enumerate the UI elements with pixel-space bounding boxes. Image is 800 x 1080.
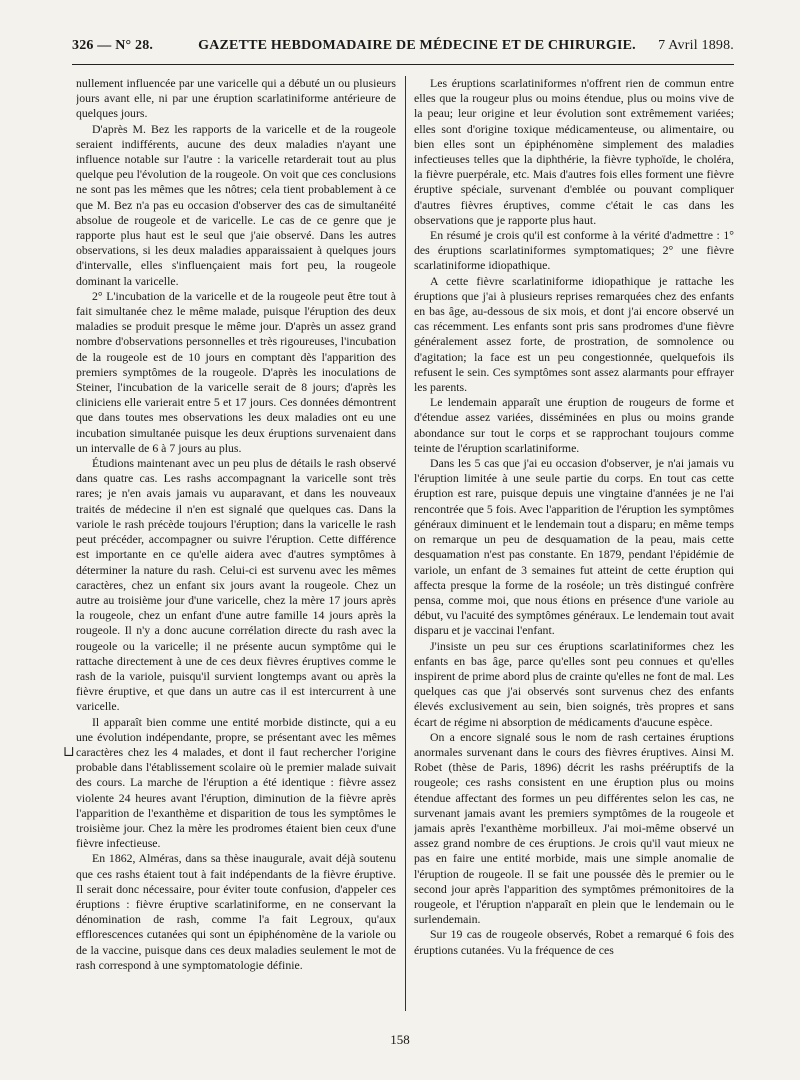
header-rule (72, 64, 734, 65)
page-number: 326 — N° 28. (72, 38, 154, 53)
paragraph: Il apparaît bien comme une entité morbide distincte, qui a eu une évolution indépendante, propre, se présentant avec les mêmes caractères chez les 4 malades, et dont il faut rechercher l'origine probable dans l'établissement scolaire où le premier malade suivait des cours. La marche de l'éruption a été identique : fièvre assez violente 24 heures avant l'éruption, diminution de la fièvre après l'apparition de l'exanthème et disparition de tous les symptômes le troisième jour. Chez la mère les prodromes étaient bien ceux d'une fièvre infectieuse. (76, 714, 396, 851)
paragraph: Étudions maintenant avec un peu plus de détails le rash observé dans quatre cas. Les rashs accompagnant la varicelle sont très rares; je n'en avais jamais vu auparavant, et dans les nouveaux traités de médecine il n'en est signalé que quelques cas. Dans la variole le rash précède toujours l'éruption; dans la varicelle le rash peut précéder, accompagner ou suivre l'éruption. Cette différence est importante en ce qu'elle aidera avec d'autres symptômes à déterminer la nature du rash. Celui-ci est survenu avec les mêmes caractères, chez un enfant six jours avant la rougeole. Chez un autre au troisième jour d'une varicelle, chez la mère 17 jours après la rougeole, chez un enfant d'une autre famille 14 jours après la rougeole. Il n'y a donc aucune corrélation directe du rash avec la rougeole ou la varicelle; il ne présente aucun symptôme qui le rattache directement à une de ces deux fièvres éruptives comme le rash de la variole, puisqu'il survient longtemps avant ou après la fièvre éruptive, et que dans un autre cas il est intercurrent à une varicelle. (76, 456, 396, 714)
column-divider (405, 76, 406, 1011)
paragraph: 2° L'incubation de la varicelle et de la rougeole peut être tout à fait simultanée chez le même malade, puisque l'éruption des deux maladies se produit presque le même jour. D'après un assez grand nombre d'observations personnelles et très rigoureuses, l'incubation de la rougeole est de 10 jours en comptant dès l'apparition des premiers symptômes de la rougeole. D'après les inoculations de Steiner, l'incubation de la varicelle serait de 8 jours; d'après les cliniciens elle varierait entre 5 et 17 jours. Ces données démontrent que dans toutes mes observations les deux maladies ont eu une incubation simultanée puisque les deux éruptions survenaient dans un intervalle de 6 à 7 jours au plus. (76, 288, 396, 455)
paragraph: J'insiste un peu sur ces éruptions scarlatiniformes chez les enfants en bas âge, parce qu'elles sont peu connues et qu'elles inspirent de prime abord plus de crainte qu'elles ne font de mal. Les quelques cas que j'ai observés sont survenus chez des enfants élevés exclusivement au sein, bien soignés, très propres et sans écart de régime ni absorption de médicaments d'aucune espèce. (414, 638, 734, 729)
right-column (414, 76, 734, 1011)
paragraph: Dans les 5 cas que j'ai eu occasion d'observer, je n'ai jamais vu l'éruption limitée à une seule partie du corps. En tout cas cette éruption est rare, puisque depuis une vingtaine d'années je ne l'ai rencontrée que 5 fois. Avec l'apparition de l'éruption les symptômes généraux diminuent et le lendemain tout a disparu; en même temps on remarque un peu de desquamation de la peau, mais cette desquamation n'est pas constante. En 1879, pendant l'épidémie de variole, un enfant de 3 semaines fut atteint de cette éruption qui affecta presque la forme de la roséole; un très distingué confrère pensa, comme moi, que nous étions en présence d'une variole au début, vu l'acuité des symptômes généraux. Le lendemain tout avait disparu et je vaccinai l'enfant. (414, 456, 734, 638)
paragraph: nullement influencée par une varicelle qui a débuté un ou plusieurs jours avant elle, ni par une éruption scarlatiniforme antérieure de quelques jours. (76, 76, 396, 121)
paragraph: D'après M. Bez les rapports de la varicelle et de la rougeole seraient indifférents, aucune des deux maladies n'ayant une influence notable sur l'autre : la varicelle retarderait tout au plus quelque peu l'évolution de la rougeole. On voit que ces conclusions ne sont pas les mêmes que les nôtres; cela tient probablement à ce que M. Bez n'a pas eu occasion d'observer des cas de simultanéité absolue de rougeole et de varicelle. Le cas de ce genre que je rapporte plus haut est le seul que j'aie observé. Dans les autres observations, si les deux maladies apparaissaient à quelques jours d'intervalle, elles s'influençaient mais fort peu, la rougeole dominant la varicelle. (76, 121, 396, 288)
paragraph: A cette fièvre scarlatiniforme idiopathique je rattache les éruptions que j'ai à plusieurs reprises remarquées chez des enfants en bas âge, au-dessous de six mois, et dont j'ai encore observé un cas récemment. Les enfants sont pris sans prodromes d'une fièvre généralement assez forte, de prostration, de somnolence ou d'agitation; la face est un peu congestionnée, quelquefois ils refusent le sein. Ces symptômes sont assez alarmants pour effrayer les parents. (414, 273, 734, 395)
paragraph: On a encore signalé sous le nom de rash certaines éruptions anormales survenant dans le cours des fièvres éruptives. Ainsi M. Robet (thèse de Paris, 1896) décrit les rashs prééruptifs de la rougeole; ces rashs consistent en une éruption plus ou moins étendue affectant des formes un peu différentes selon les cas, ne survenant jamais avant les premiers symptômes de la rougeole et jamais après l'exanthème morbilleux. J'ai moi-même observé un assez grand nombre de ces éruptions. Je crois qu'il vaut mieux ne pas en faire une entité morbide, mais une simple anomalie de l'éruption de rougeole. Il se fait une poussée dès le premier ou le second jour après l'apparition des symptômes prémonitoires de la rougeole, et l'éruption n'apparaît en plein que le lendemain ou le surlendemain. (414, 729, 734, 927)
issue-date: 7 Avril 1898. (658, 38, 734, 53)
margin-mark: ⊔ (63, 745, 75, 760)
paragraph: En résumé je crois qu'il est conforme à la vérité d'admettre : 1° des éruptions scarlatiniformes symptomatiques; 2° une fièvre scarlatiniforme idiopathique. (414, 228, 734, 273)
paragraph: Les éruptions scarlatiniformes n'offrent rien de commun entre elles que la rougeur plus ou moins étendue, plus ou moins vive de la peau; leur origine et leur évolution sont extrêmement variées; elles sont d'origine toxique médicamenteuse, ou alimentaire, ou bien elles sont un épiphénomène simplement des maladies infectieuses telles que la diphthérie, la fièvre typhoïde, le choléra, la fièvre puerpérale, etc. Mais d'autres fois elles forment une fièvre éruptive spéciale, survenant d'emblée ou pouvant compliquer d'autres fièvres éruptives, comme c'était le cas dans les observations que je rapporte plus haut. (414, 76, 734, 227)
running-header (72, 38, 734, 60)
journal-title: GAZETTE HEBDOMADAIRE DE MÉDECINE ET DE CHIRURGIE. (198, 38, 636, 53)
paragraph: Le lendemain apparaît une éruption de rougeurs de forme et d'étendue assez variées, disséminées en plus ou moins grande abondance sur tout le corps et se rapprochant toujours comme teinte de l'éruption scarlatiniforme. (414, 395, 734, 455)
left-column (76, 76, 396, 1011)
page-folio: 158 (390, 1032, 410, 1047)
paragraph: En 1862, Alméras, dans sa thèse inaugurale, avait déjà soutenu que ces rashs étaient tout à fait indépendants de la fièvre éruptive. Il serait donc nécessaire, pour éviter toute confusion, d'appeler ces éruptions : fièvre éruptive scarlatiniforme, en ne conservant la dénomination de rash, comme l'a fait Legroux, qu'aux efflorescences cutanées qui sont un épiphénomène de la variole ou de la vaccine, puisque dans ces deux maladies seulement le mot de rash correspond à une symptomatologie définie. (76, 851, 396, 972)
paragraph: Sur 19 cas de rougeole observés, Robet a remarqué 6 fois des éruptions cutanées. Vu la fréquence de ces (414, 927, 734, 957)
